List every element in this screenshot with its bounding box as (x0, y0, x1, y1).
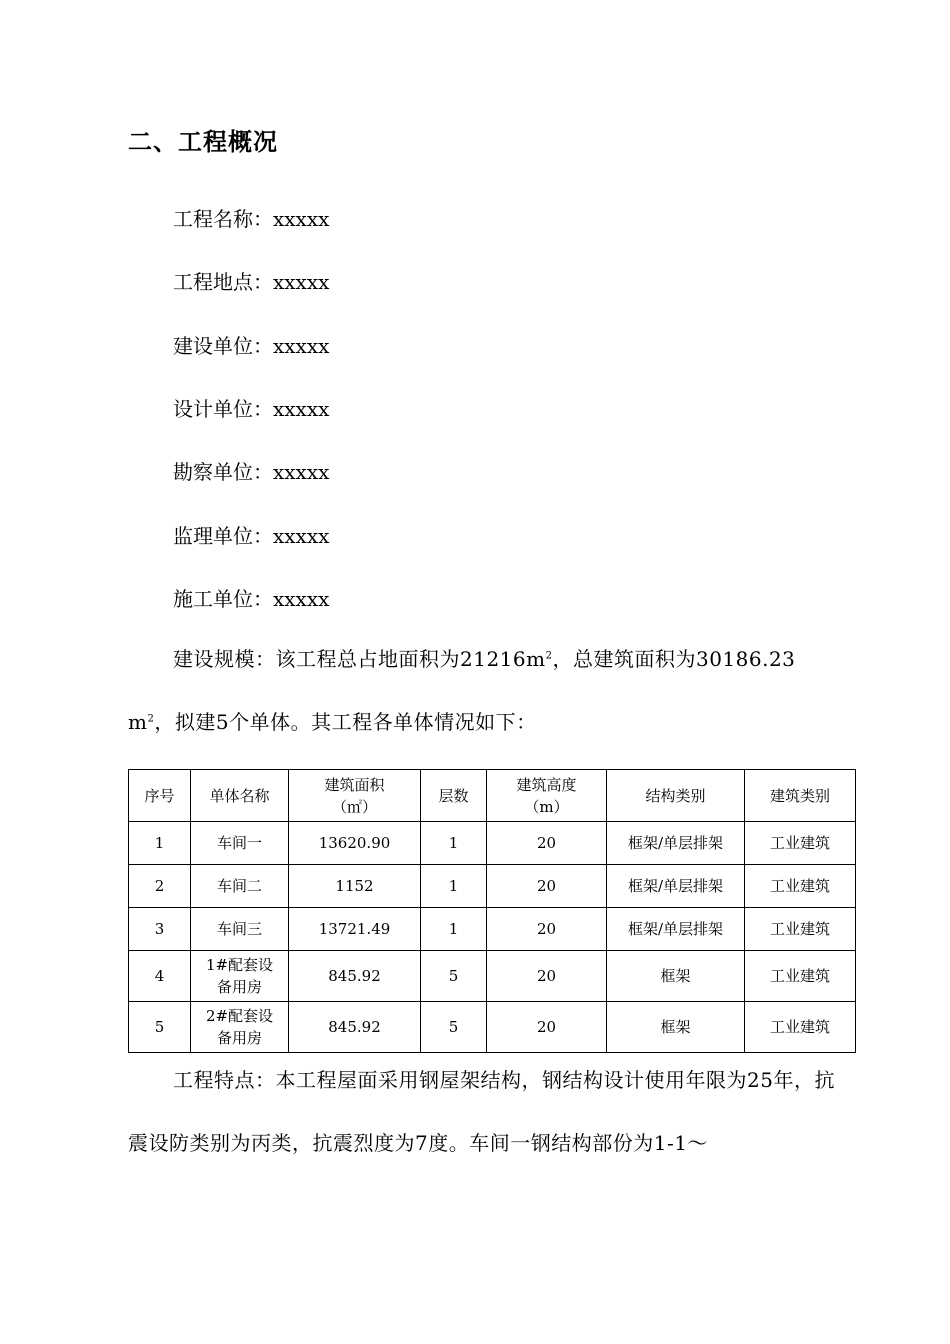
table-row (129, 951, 856, 1002)
cell-name: 2#配套设 备用房 (191, 1002, 289, 1053)
cell-height: 20 (487, 865, 607, 908)
section-title: 二、工程概况 (128, 127, 278, 156)
cell-structure: 框架 (607, 951, 745, 1002)
table-row (129, 1002, 856, 1053)
cell-name: 1#配套设 备用房 (191, 951, 289, 1002)
info-surveyor: 勘察单位：xxxxx (173, 460, 330, 484)
cell-no: 2 (129, 865, 191, 908)
cell-floors: 5 (421, 951, 487, 1002)
cell-floors: 1 (421, 865, 487, 908)
table-row (129, 822, 856, 865)
features-paragraph: 工程特点：本工程屋面采用钢屋架结构，钢结构设计使用年限为25年，抗震设防类别为丙类，抗震烈度为7度。车间一钢结构部份为1-1～ (128, 1068, 835, 1155)
cell-structure: 框架/单层排架 (607, 908, 745, 951)
table-header-row (129, 770, 856, 822)
cell-floors: 5 (421, 1002, 487, 1053)
cell-height: 20 (487, 908, 607, 951)
scale-paragraph: 建设规模：该工程总占地面积为$21216m^2$，总建筑面积为30186.23 $m^2$，拟建5个单体。其工程各单体情况如下： (128, 647, 796, 734)
header-area: 建筑面积 （㎡） (289, 770, 421, 822)
cell-category: 工业建筑 (745, 908, 856, 951)
info-owner: 建设单位：xxxxx (173, 334, 330, 358)
cell-no: 3 (129, 908, 191, 951)
cell-area: 1152 (289, 865, 421, 908)
header-no: 序号 (129, 770, 191, 822)
header-floors: 层数 (421, 770, 487, 822)
cell-name: 车间一 (191, 822, 289, 865)
cell-structure: 框架 (607, 1002, 745, 1053)
info-project-location: 工程地点：xxxxx (173, 270, 330, 294)
header-category: 建筑类别 (745, 770, 856, 822)
cell-category: 工业建筑 (745, 951, 856, 1002)
cell-area: 13721.49 (289, 908, 421, 951)
table-row (129, 865, 856, 908)
header-name: 单体名称 (191, 770, 289, 822)
cell-height: 20 (487, 822, 607, 865)
cell-category: 工业建筑 (745, 865, 856, 908)
cell-height: 20 (487, 1002, 607, 1053)
info-project-name: 工程名称：xxxxx (173, 207, 330, 231)
building-units-table (128, 769, 856, 1053)
cell-no: 5 (129, 1002, 191, 1053)
header-structure: 结构类别 (607, 770, 745, 822)
cell-no: 1 (129, 822, 191, 865)
cell-name: 车间三 (191, 908, 289, 951)
header-height: 建筑高度 （m） (487, 770, 607, 822)
cell-floors: 1 (421, 822, 487, 865)
info-contractor: 施工单位：xxxxx (173, 587, 330, 611)
info-designer: 设计单位：xxxxx (173, 397, 330, 421)
cell-name: 车间二 (191, 865, 289, 908)
cell-area: 845.92 (289, 951, 421, 1002)
cell-height: 20 (487, 951, 607, 1002)
cell-category: 工业建筑 (745, 1002, 856, 1053)
cell-structure: 框架/单层排架 (607, 822, 745, 865)
cell-floors: 1 (421, 908, 487, 951)
cell-category: 工业建筑 (745, 822, 856, 865)
cell-area: 13620.90 (289, 822, 421, 865)
table-row (129, 908, 856, 951)
cell-area: 845.92 (289, 1002, 421, 1053)
info-supervisor: 监理单位：xxxxx (173, 524, 330, 548)
cell-no: 4 (129, 951, 191, 1002)
cell-structure: 框架/单层排架 (607, 865, 745, 908)
